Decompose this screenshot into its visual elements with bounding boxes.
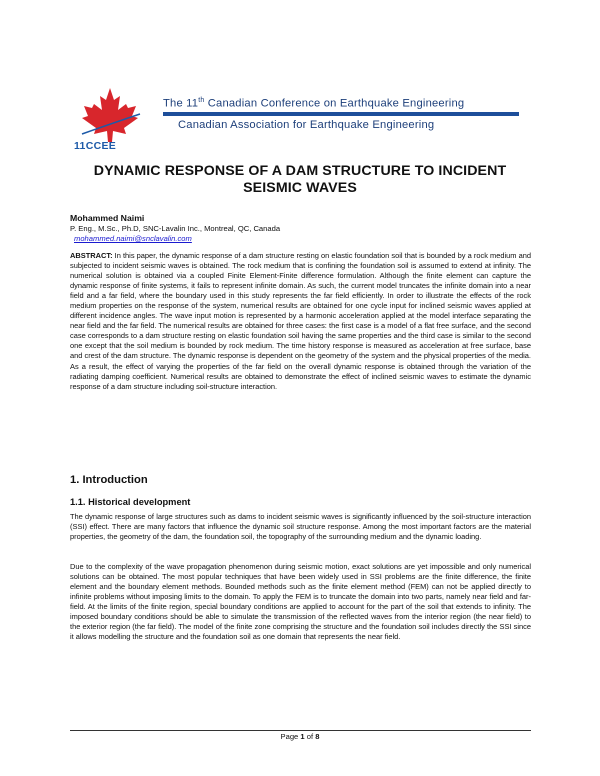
abstract — [70, 251, 531, 392]
page-of: of — [304, 732, 316, 741]
conference-sup: th — [198, 97, 205, 104]
page-total: 8 — [315, 732, 320, 741]
paper-title — [70, 163, 530, 196]
conference-title — [163, 97, 464, 110]
header-rule — [163, 112, 519, 116]
subsection-heading: 1.1. Historical development — [70, 497, 191, 507]
abstract-text: In this paper, the dynamic response of a dam structure resting on elastic foundation soil that is bounded by a rock medium and subjected to incident seismic waves is obtained. The rock medium that is confining the foundation soil is assumed to extend at infinity. The numerical solution is obtained via a coupled Finite Element-Finite difference formulation. Although the finite element can capture the dynamic response of finite systems, it fails to represent infinite domain. As such, the current model truncates the infinite domain into a near field and a far field, where the boundary used in this study represents the far field efficiently. In order to illustrate the effects of the rock medium properties on the response of the system, numerical results are obtained for one cycle input for inclined seismic waves applied at different incidence angles. The wave input motion is represented by a harmonic acceleration applied at the model interface separating the near field and the far field. The numerical results are obtained for three cases: the first case is a model of a flat free surface, and the second case corresponds to a dam structure resting on elastic foundation soil having the same properties and the third case is similar to the second one except that the soil medium is bounded by rock medium. The time history response is measured as acceleration at free surface, base and crest of the dam structure. The dynamic response is dependent on the geometry of the system and the physical properties of the media. As a result, the effect of varying the properties of the far field on the overall dynamic response is obtained through the variation of the radiating damping coefficient. Numerical results are obtained to demonstrate the effect of inclined seismic waves to estimate the dynamic response of a dam structure including soil-structure interaction. — [70, 251, 531, 391]
page-footer — [0, 732, 600, 741]
page-prefix: Page — [280, 732, 301, 741]
conference-suffix: Canadian Conference on Earthquake Engineering — [204, 97, 465, 110]
conference-prefix: The 11 — [163, 97, 199, 110]
paper-title-line2: SEISMIC WAVES — [243, 179, 357, 196]
logo-text: 11CCEE — [74, 140, 117, 152]
body-paragraph-2: Due to the complexity of the wave propagation phenomenon during seismic motion, exact solutions are yet impossible and only numerical solutions can be obtained. The most popular techniques that have been widely used in SSI problems are the finite difference, the finite element and the boundary element methods. Bounded methods such as the finite element method (FEM) can not be applied directly to infinite problems without imposing limits to the domain. To apply the FEM is to truncate the domain into two parts, namely near field and far-field. At the limits of the finite region, special boundary conditions are applied to account for the part of the soil that extends to infinity. The imposed boundary conditions should be able to simulate the transmission of the reflected waves from the interior region (the near field) to the exterior region (the far field). The model of the finite zone comprising the structure and the foundation soil includes directly the SSI since it allows modelling the structure and the foundation soil as one domain that represents the near field. — [70, 562, 531, 642]
body-paragraph-1: The dynamic response of large structures such as dams to incident seismic waves is significantly influenced by the soil-structure interaction (SSI) effect. There are many factors that influence the dynamic soil structure response. Among the most important factors are the material properties, the geometry of the dam, the foundation soil, the topography of the surrounding medium and the dynamic loading. — [70, 512, 531, 542]
conference-logo — [68, 84, 152, 154]
section-heading: 1. Introduction — [70, 474, 148, 486]
paper-title-line1: DYNAMIC RESPONSE OF A DAM STRUCTURE TO INCIDENT — [93, 163, 507, 179]
author-name: Mohammed Naimi — [70, 213, 145, 223]
abstract-label: ABSTRACT: — [70, 251, 113, 260]
page-current: 1 — [300, 732, 305, 741]
author-email-link[interactable]: mohammed.naimi@snclavalin.com — [74, 234, 192, 243]
association-name: Canadian Association for Earthquake Engineering — [178, 119, 435, 131]
footer-rule — [70, 730, 531, 731]
author-affiliation: P. Eng., M.Sc., Ph.D, SNC-Lavalin Inc., Montreal, QC, Canada — [70, 224, 281, 233]
